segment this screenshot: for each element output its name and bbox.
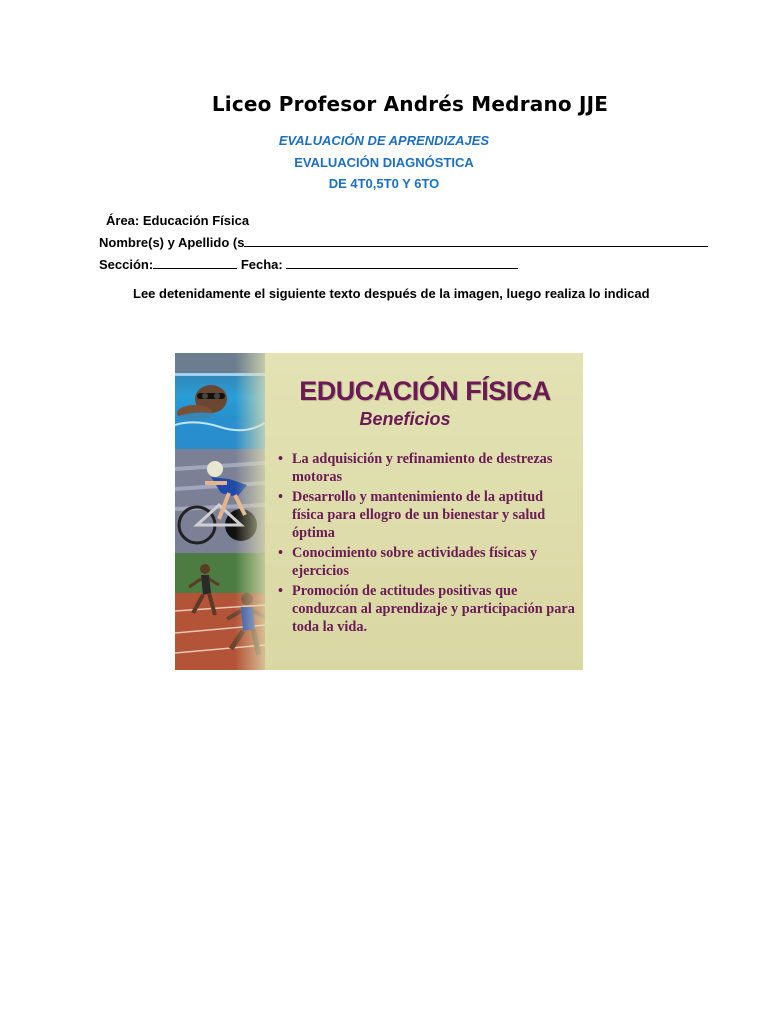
- diagnostic-heading: EVALUACIÓN DIAGNÓSTICA: [294, 155, 474, 170]
- benefits-list: [276, 450, 576, 638]
- area-label: Área: Educación Física: [106, 213, 250, 228]
- date-label: Fecha:: [240, 257, 283, 272]
- name-label: Nombre(s) y Apellido (s: [99, 235, 245, 250]
- section-date-field: [99, 256, 518, 272]
- sports-photo-strip: [175, 353, 265, 670]
- area-field: [106, 213, 249, 228]
- school-title: Liceo Profesor Andrés Medrano JJE: [211, 92, 609, 116]
- photo-fade: [235, 353, 265, 670]
- name-field: [99, 234, 708, 250]
- instruction-text: Lee detenidamente el siguiente texto después de la imagen, luego realiza lo indicad: [133, 286, 650, 301]
- poster-subtitle: Beneficios: [359, 409, 451, 429]
- section-blank-line[interactable]: [153, 256, 237, 269]
- benefit-item: • Conocimiento sobre actividades físicas y ejercicios: [276, 544, 576, 580]
- benefit-item: • La adquisición y refinamiento de destrezas motoras: [276, 450, 576, 486]
- benefit-item: • Desarrollo y mantenimiento de la aptitud física para ellogro de un bienestar y salud óptima: [276, 488, 576, 542]
- benefit-item: • Promoción de actitudes positivas que conduzcan al aprendizaje y participación para toda la vida.: [276, 582, 576, 636]
- name-blank-line[interactable]: [244, 234, 708, 247]
- evaluation-heading: EVALUACIÓN DE APRENDIZAJES: [278, 133, 490, 148]
- section-label: Sección:: [99, 257, 154, 272]
- poster-title: EDUCACIÓN FÍSICA: [299, 376, 551, 406]
- grades-heading: DE 4T0,5T0 Y 6TO: [328, 176, 440, 191]
- date-blank-line[interactable]: [286, 256, 518, 269]
- physical-education-poster: [175, 353, 583, 670]
